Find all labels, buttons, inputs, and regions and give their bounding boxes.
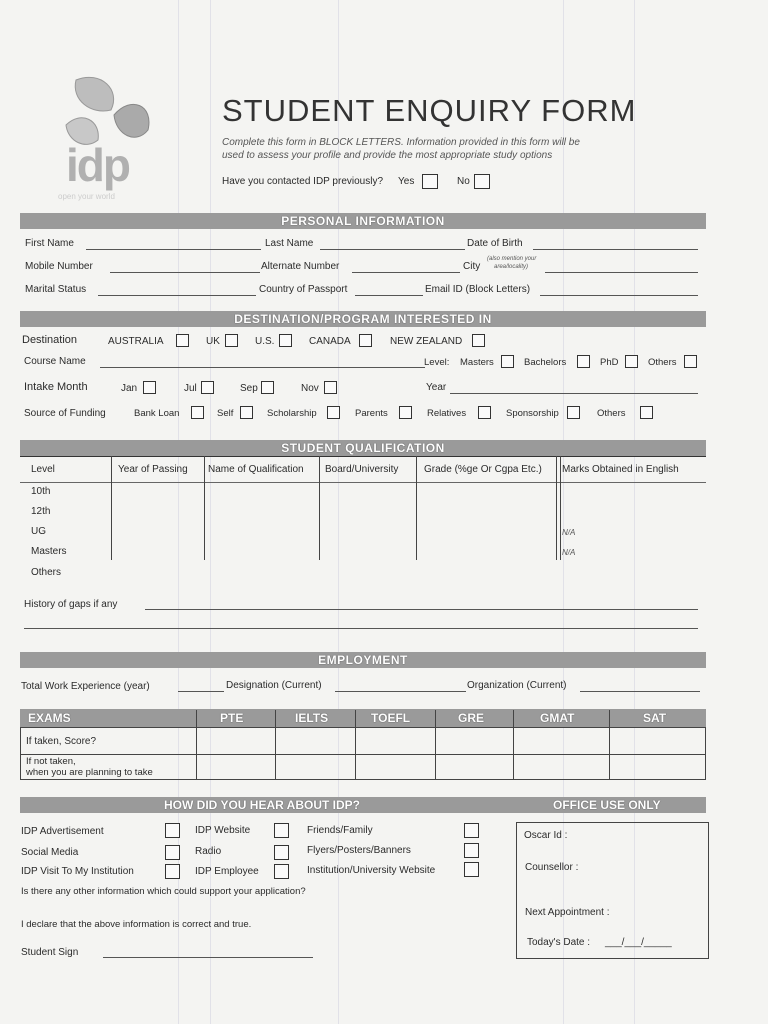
level-bachelors-checkbox[interactable] — [577, 355, 590, 368]
hear-idp-website-checkbox[interactable] — [274, 823, 289, 838]
dest-newzealand-checkbox[interactable] — [472, 334, 485, 347]
city-note-1: (also mention your — [487, 256, 537, 262]
office-todays-date-label: Today's Date : — [527, 937, 591, 948]
qual-col-board: Board/University — [325, 464, 399, 475]
country-passport-label: Country of Passport — [259, 284, 348, 295]
level-masters-checkbox[interactable] — [501, 355, 514, 368]
funding-parents-label: Parents — [355, 408, 388, 419]
year-label: Year — [426, 382, 447, 393]
exam-score-label: If taken, Score? — [26, 736, 97, 747]
intake-sep-checkbox[interactable] — [261, 381, 274, 394]
hear-institution-website-checkbox[interactable] — [464, 862, 479, 877]
contacted-yes-checkbox[interactable] — [422, 174, 438, 189]
exam-col-sat: SAT — [643, 711, 667, 725]
exam-plan-label-2: when you are planning to take — [26, 767, 153, 778]
declaration-text: I declare that the above information is correct and true. — [21, 919, 252, 930]
dest-australia-checkbox[interactable] — [176, 334, 189, 347]
hear-flyers-label: Flyers/Posters/Banners — [307, 845, 411, 856]
gaps-field-line-2[interactable] — [24, 628, 698, 629]
funding-relatives-label: Relatives — [427, 408, 467, 419]
hear-idp-visit-label: IDP Visit To My Institution — [21, 866, 134, 877]
alternate-label: Alternate Number — [261, 261, 340, 272]
intake-jan-checkbox[interactable] — [143, 381, 156, 394]
qual-col-grade: Grade (%ge Or Cgpa Etc.) — [424, 464, 542, 475]
student-sign-label: Student Sign — [21, 947, 79, 958]
qual-na-ug: N/A — [562, 528, 576, 537]
idp-logo — [56, 70, 156, 200]
dob-label: Date of Birth — [467, 238, 523, 249]
qual-row-ug: UG — [31, 526, 46, 537]
exam-col-ielts: IELTS — [295, 711, 329, 725]
instructions-line-1: Complete this form in BLOCK LETTERS. Information provided in this form will be — [222, 137, 580, 148]
organization-field[interactable] — [580, 691, 700, 692]
funding-others-label: Others — [597, 408, 626, 419]
qual-col-name: Name of Qualification — [208, 464, 304, 475]
office-todays-date-field[interactable]: ___/___/_____ — [605, 937, 672, 948]
level-label: Level: — [424, 357, 450, 368]
qual-col-level: Level — [31, 464, 55, 475]
city-note-2: area/locality) — [494, 264, 529, 270]
level-others-checkbox[interactable] — [684, 355, 697, 368]
qual-row-12th: 12th — [31, 506, 51, 517]
hear-radio-checkbox[interactable] — [274, 845, 289, 860]
city-field[interactable] — [545, 272, 698, 273]
course-name-field[interactable] — [100, 367, 425, 368]
exams-header-bar — [20, 709, 706, 727]
year-field[interactable] — [450, 393, 698, 394]
exam-col-gre: GRE — [458, 711, 485, 725]
office-oscar-id-label: Oscar Id : — [524, 830, 568, 841]
hear-institution-website-label: Institution/University Website — [307, 865, 436, 876]
mobile-label: Mobile Number — [25, 261, 93, 272]
intake-nov-label: Nov — [301, 383, 319, 394]
qual-col-english: Marks Obtained in English — [562, 464, 679, 475]
section-employment: EMPLOYMENT — [20, 652, 706, 668]
funding-bankloan-label: Bank Loan — [134, 408, 180, 419]
destination-label: Destination — [22, 334, 78, 346]
funding-sponsorship-label: Sponsorship — [506, 408, 559, 419]
idp-logo-tagline: open your world — [58, 192, 115, 201]
funding-others-checkbox[interactable] — [640, 406, 653, 419]
office-next-appointment-label: Next Appointment : — [525, 907, 610, 918]
hear-radio-label: Radio — [195, 846, 222, 857]
office-counsellor-label: Counsellor : — [525, 862, 579, 873]
funding-self-label: Self — [217, 408, 234, 419]
designation-field[interactable] — [335, 691, 466, 692]
contacted-no-checkbox[interactable] — [474, 174, 490, 189]
total-experience-label: Total Work Experience (year) — [21, 681, 150, 692]
qual-na-masters: N/A — [562, 548, 576, 557]
dest-uk-checkbox[interactable] — [225, 334, 238, 347]
hear-idp-website-label: IDP Website — [195, 825, 251, 836]
section-student-qualification: STUDENT QUALIFICATION — [20, 440, 706, 456]
course-name-label: Course Name — [24, 356, 86, 367]
intake-nov-checkbox[interactable] — [324, 381, 337, 394]
marital-label: Marital Status — [25, 284, 87, 295]
funding-parents-checkbox[interactable] — [399, 406, 412, 419]
intake-jul-label: Jul — [184, 383, 197, 394]
contacted-yes-label: Yes — [398, 176, 415, 187]
hear-idp-employee-checkbox[interactable] — [274, 864, 289, 879]
section-destination: DESTINATION/PROGRAM INTERESTED IN — [20, 311, 706, 327]
dest-newzealand-label: NEW ZEALAND — [390, 336, 463, 347]
organization-label: Organization (Current) — [467, 680, 567, 691]
exams-header-label: EXAMS — [28, 711, 71, 725]
funding-scholarship-checkbox[interactable] — [327, 406, 340, 419]
gaps-label: History of gaps if any — [24, 599, 118, 610]
form-title: STUDENT ENQUIRY FORM — [222, 93, 637, 128]
intake-jul-checkbox[interactable] — [201, 381, 214, 394]
first-name-label: First Name — [25, 238, 74, 249]
other-info-question: Is there any other information which could support your application? — [21, 886, 306, 897]
student-sign-field[interactable] — [103, 957, 313, 958]
hear-social-media-label: Social Media — [21, 847, 79, 858]
country-passport-field[interactable] — [355, 295, 423, 296]
email-field[interactable] — [540, 295, 698, 296]
funding-bankloan-checkbox[interactable] — [191, 406, 204, 419]
exam-col-gmat: GMAT — [540, 711, 575, 725]
level-phd-checkbox[interactable] — [625, 355, 638, 368]
intake-label: Intake Month — [24, 381, 88, 393]
dest-canada-label: CANADA — [309, 336, 351, 347]
qual-row-others: Others — [31, 567, 62, 578]
gaps-field[interactable] — [145, 609, 698, 610]
funding-sponsorship-checkbox[interactable] — [567, 406, 580, 419]
qual-row-10th: 10th — [31, 486, 51, 497]
designation-label: Designation (Current) — [226, 680, 322, 691]
email-label: Email ID (Block Letters) — [425, 284, 531, 295]
mobile-field[interactable] — [110, 272, 260, 273]
hear-idp-advertisement-label: IDP Advertisement — [21, 826, 104, 837]
total-experience-field[interactable] — [178, 691, 224, 692]
contacted-question: Have you contacted IDP previously? — [222, 176, 384, 187]
funding-self-checkbox[interactable] — [240, 406, 253, 419]
section-personal-information: PERSONAL INFORMATION — [20, 213, 706, 229]
contacted-no-label: No — [457, 176, 470, 187]
how-did-you-hear-title: HOW DID YOU HEAR ABOUT IDP? — [164, 798, 361, 812]
hear-idp-employee-label: IDP Employee — [195, 866, 259, 877]
dest-us-checkbox[interactable] — [279, 334, 292, 347]
first-name-field[interactable] — [86, 249, 261, 250]
exam-plan-label-1: If not taken, — [26, 756, 76, 767]
qual-row-masters: Masters — [31, 546, 67, 557]
level-bachelors-label: Bachelors — [524, 357, 567, 368]
dest-us-label: U.S. — [255, 336, 275, 347]
instructions-line-2: used to assess your profile and provide the most appropriate study options — [222, 150, 553, 161]
level-others-label: Others — [648, 357, 677, 368]
hear-friends-family-checkbox[interactable] — [464, 823, 479, 838]
marital-field[interactable] — [98, 295, 256, 296]
funding-relatives-checkbox[interactable] — [478, 406, 491, 419]
level-masters-label: Masters — [460, 357, 494, 368]
city-label: City — [463, 261, 481, 272]
exam-col-toefl: TOEFL — [371, 711, 411, 725]
dob-field[interactable] — [533, 249, 698, 250]
funding-label: Source of Funding — [24, 408, 106, 419]
hear-friends-family-label: Friends/Family — [307, 825, 373, 836]
funding-scholarship-label: Scholarship — [267, 408, 317, 419]
idp-logo-text: idp — [66, 139, 129, 191]
last-name-field[interactable] — [320, 249, 465, 250]
dest-canada-checkbox[interactable] — [359, 334, 372, 347]
dest-uk-label: UK — [206, 336, 220, 347]
qual-col-year: Year of Passing — [118, 464, 188, 475]
alternate-field[interactable] — [352, 272, 460, 273]
hear-idp-advertisement-checkbox[interactable] — [165, 823, 180, 838]
hear-social-media-checkbox[interactable] — [165, 845, 180, 860]
hear-idp-visit-checkbox[interactable] — [165, 864, 180, 879]
hear-flyers-checkbox[interactable] — [464, 843, 479, 858]
intake-jan-label: Jan — [121, 383, 138, 394]
office-use-title: OFFICE USE ONLY — [553, 798, 661, 812]
exam-col-pte: PTE — [220, 711, 244, 725]
intake-sep-label: Sep — [240, 383, 258, 394]
level-phd-label: PhD — [600, 357, 619, 368]
dest-australia-label: AUSTRALIA — [108, 336, 164, 347]
last-name-label: Last Name — [265, 238, 314, 249]
